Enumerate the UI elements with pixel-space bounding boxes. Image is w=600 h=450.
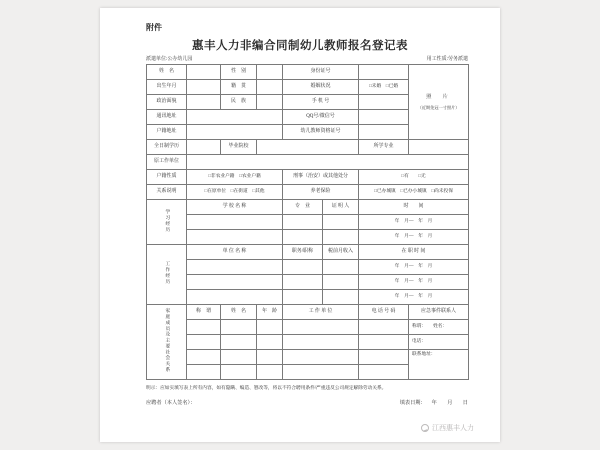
- birth-label: 出生年月: [147, 80, 187, 95]
- blank-cell: [187, 275, 283, 290]
- name-label: 姓 名: [147, 65, 187, 80]
- work-position-header: 职务/职称: [283, 245, 323, 260]
- attachment-label: 附件: [146, 23, 162, 32]
- blank-cell: [323, 230, 359, 245]
- major-value-cell: [409, 140, 469, 155]
- school-value-cell: [257, 140, 359, 155]
- political-value-cell: [187, 95, 221, 110]
- family-phone-header: 电 话 号 码: [359, 305, 409, 320]
- blank-cell: [187, 365, 221, 380]
- blank-cell: [257, 335, 283, 350]
- study-reference-header: 证 明 人: [323, 200, 359, 215]
- work-unit-header: 单 位 名 称: [187, 245, 283, 260]
- marital-options: □未婚 □已婚: [359, 80, 409, 95]
- ethnic-value-cell: [257, 95, 283, 110]
- blank-cell: [283, 230, 323, 245]
- photo-note: （近期免冠一寸照片）: [417, 105, 460, 111]
- work-row: [147, 260, 469, 275]
- family-section-label: [147, 305, 187, 380]
- school-label: 毕业院校: [221, 140, 257, 155]
- blank-cell: [283, 365, 359, 380]
- family-section-text: 家庭成员及主要社会关系: [164, 308, 170, 373]
- blank-cell: [359, 350, 409, 365]
- prev-unit-label: 原工作单位: [147, 155, 187, 170]
- household-type-label: 户籍性质: [147, 170, 187, 185]
- family-row: [147, 350, 469, 365]
- family-age-header: 年 龄: [257, 305, 283, 320]
- blank-cell: [323, 260, 359, 275]
- blank-cell: [323, 290, 359, 305]
- blank-cell: [283, 350, 359, 365]
- blank-cell: [187, 260, 283, 275]
- household-addr-label: 户籍地址: [147, 125, 187, 140]
- blank-cell: [257, 320, 283, 335]
- gender-value-cell: [257, 65, 283, 80]
- family-relation-header: 称 谓: [187, 305, 221, 320]
- blank-cell: [257, 365, 283, 380]
- row-previous-unit: [147, 155, 469, 170]
- work-period: 年 月— 年 月: [359, 290, 469, 305]
- blank-cell: [187, 215, 283, 230]
- address-value-cell: [187, 110, 283, 125]
- document-page: [100, 8, 500, 442]
- row-household-type: [147, 170, 469, 185]
- row-education: [147, 140, 469, 155]
- ethnic-label: 民 族: [221, 95, 257, 110]
- work-section-text: 工作经历: [164, 261, 170, 285]
- blank-cell: [257, 350, 283, 365]
- penalty-label: 刑事（治安）或其他处分: [283, 170, 359, 185]
- political-label: 政治面貌: [147, 95, 187, 110]
- education-value-cell: [187, 140, 221, 155]
- logo-icon: [421, 424, 429, 432]
- study-period: 年 月— 年 月: [359, 215, 469, 230]
- blank-cell: [187, 350, 221, 365]
- family-row: [147, 320, 469, 335]
- blank-cell: [359, 335, 409, 350]
- birth-value-cell: [187, 80, 221, 95]
- study-row: [147, 230, 469, 245]
- name-value-cell: [187, 65, 221, 80]
- education-label: 全日制学历: [147, 140, 187, 155]
- blank-cell: [283, 290, 323, 305]
- pension-label: 养老保险: [283, 185, 359, 200]
- qq-wechat-label: QQ号/微信号: [283, 110, 359, 125]
- blank-cell: [359, 365, 409, 380]
- study-section-label: [147, 200, 187, 245]
- blank-cell: [283, 260, 323, 275]
- blank-cell: [283, 320, 359, 335]
- work-row: [147, 275, 469, 290]
- gender-label: 性 别: [221, 65, 257, 80]
- emergency-contact-header: 应急事件联系人: [409, 305, 469, 320]
- pension-options: □已办城镇 □已办小城镇 □尚未投保: [359, 185, 469, 200]
- signature-line: [146, 399, 468, 406]
- relation-options: □在原单位 □在街道 □其他: [187, 185, 283, 200]
- study-header-row: [147, 200, 469, 215]
- work-period: 年 月— 年 月: [359, 275, 469, 290]
- prev-unit-value-cell: [187, 155, 469, 170]
- family-header-row: [147, 305, 469, 320]
- blank-cell: [359, 320, 409, 335]
- applicant-signature-label: 应聘者（本人签名）：: [146, 400, 196, 406]
- family-row: [147, 335, 469, 350]
- emergency-address: 联系地址：: [409, 350, 469, 380]
- blank-cell: [221, 365, 257, 380]
- study-time-header: 时 间: [359, 200, 469, 215]
- id-number-label: 身份证号: [283, 65, 359, 80]
- blank-cell: [323, 215, 359, 230]
- registration-form-table: [146, 64, 469, 380]
- subheader: [146, 55, 468, 62]
- study-school-header: 学 校 名 称: [187, 200, 283, 215]
- emergency-relation-name: 称谓： 姓名：: [409, 320, 469, 335]
- native-place-value-cell: [257, 80, 283, 95]
- study-major-header: 专 业: [283, 200, 323, 215]
- dispatch-unit-label: 派遣单位:公办幼儿园: [146, 57, 193, 62]
- blank-cell: [221, 320, 257, 335]
- work-row: [147, 290, 469, 305]
- study-period: 年 月— 年 月: [359, 230, 469, 245]
- page-title: 惠丰人力非编合同制幼儿教师报名登记表: [192, 40, 408, 52]
- family-name-header: 姓 名: [221, 305, 257, 320]
- employment-type-label: 用工性质:劳务派遣: [426, 57, 468, 62]
- blank-cell: [283, 275, 323, 290]
- mobile-value-cell: [359, 95, 409, 110]
- row-name: [147, 65, 469, 80]
- blank-cell: [221, 335, 257, 350]
- blank-cell: [283, 215, 323, 230]
- family-unit-header: 工 作 单 位: [283, 305, 359, 320]
- blank-cell: [283, 335, 359, 350]
- work-header-row: [147, 245, 469, 260]
- photo-title: 照 片: [426, 93, 451, 100]
- study-section-text: 学习经历: [164, 208, 170, 233]
- blank-cell: [187, 290, 283, 305]
- emergency-phone: 电话：: [409, 335, 469, 350]
- study-row: [147, 215, 469, 230]
- household-addr-value-cell: [187, 125, 283, 140]
- work-section-label: [147, 245, 187, 305]
- watermark-logo: [421, 423, 474, 433]
- work-time-header: 在 职 时 间: [359, 245, 469, 260]
- native-place-label: 籍 贯: [221, 80, 257, 95]
- blank-cell: [187, 320, 221, 335]
- blank-cell: [187, 335, 221, 350]
- qq-wechat-value-cell: [359, 110, 409, 125]
- blank-cell: [221, 350, 257, 365]
- penalty-options: □有 □无: [359, 170, 469, 185]
- mobile-label: 手 机 号: [283, 95, 359, 110]
- relation-label: 关系说明: [147, 185, 187, 200]
- photo-box: [409, 65, 469, 140]
- id-number-value-cell: [359, 65, 409, 80]
- logo-text: 江西惠丰人力: [432, 425, 474, 432]
- teacher-cert-label: 幼儿教师资格证号: [283, 125, 359, 140]
- fill-date-label: 填表日期：: [399, 400, 426, 406]
- household-type-options: □非农业户籍 □农业户籍: [187, 170, 283, 185]
- work-income-header: 税前月收入: [323, 245, 359, 260]
- major-label: 所学专业: [359, 140, 409, 155]
- teacher-cert-value-cell: [359, 125, 409, 140]
- blank-cell: [187, 230, 283, 245]
- marital-label: 婚姻状况: [283, 80, 359, 95]
- fill-date-value: 年 月 日: [431, 400, 468, 406]
- row-relation-note: [147, 185, 469, 200]
- blank-cell: [323, 275, 359, 290]
- address-label: 通讯地址: [147, 110, 187, 125]
- disclaimer-note: 明示：应如实填写表上所有内容，如有隐瞒、编造、篡改等，将以不符合聘用条件/严重违反公司规定解除劳动关系。: [146, 386, 387, 391]
- work-period: 年 月— 年 月: [359, 260, 469, 275]
